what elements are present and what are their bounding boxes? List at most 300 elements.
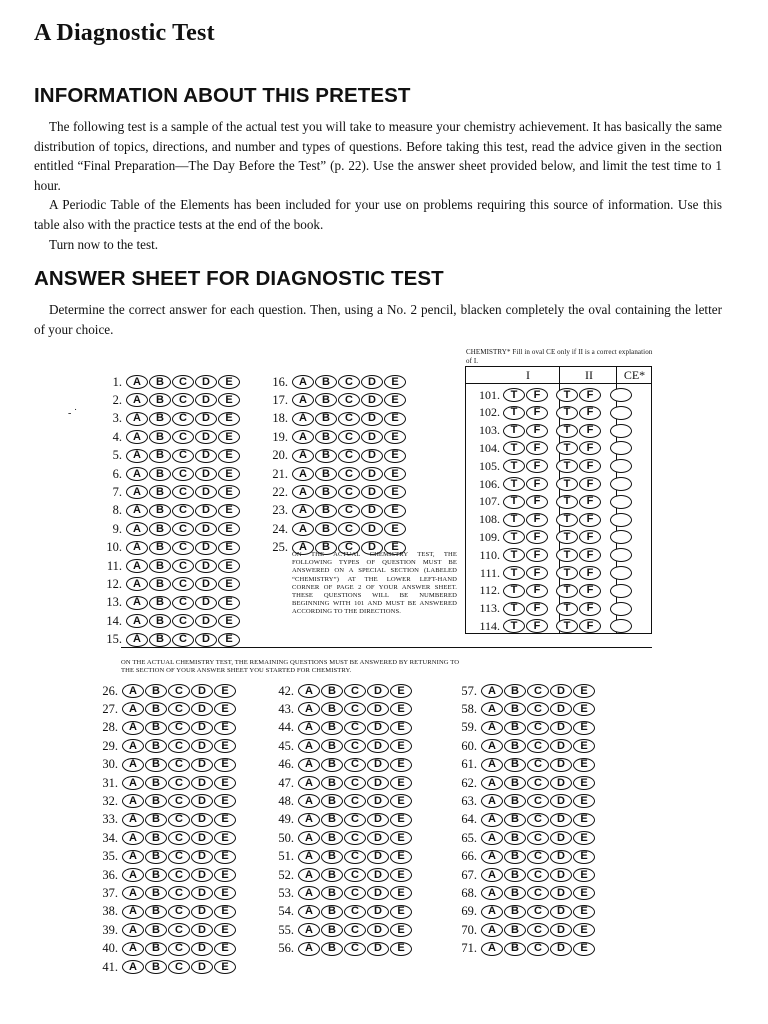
answer-bubble-c[interactable]: C [338,522,360,536]
answer-bubble-c[interactable]: C [172,596,194,610]
answer-bubble-b[interactable]: B [145,758,167,772]
answer-bubble-d[interactable]: D [367,868,389,882]
answer-bubble-c[interactable]: C [527,721,549,735]
answer-bubble-d[interactable]: D [361,541,383,555]
answer-bubble-b[interactable]: B [145,942,167,956]
answer-bubble-e[interactable]: E [573,794,595,808]
answer-bubble-b[interactable]: B [321,739,343,753]
tf-bubble-i-t[interactable]: T [503,459,525,473]
tf-bubble-i-t[interactable]: T [503,619,525,633]
answer-bubble-e[interactable]: E [573,905,595,919]
answer-bubble-a[interactable]: A [298,831,320,845]
answer-bubble-a[interactable]: A [298,702,320,716]
answer-bubble-a[interactable]: A [126,633,148,647]
answer-bubble-a[interactable]: A [126,467,148,481]
answer-bubble-a[interactable]: A [126,541,148,555]
tf-bubble-i-f[interactable]: F [526,406,548,420]
answer-bubble-a[interactable]: A [126,412,148,426]
answer-bubble-d[interactable]: D [191,905,213,919]
answer-bubble-a[interactable]: A [298,739,320,753]
answer-bubble-e[interactable]: E [214,831,236,845]
tf-bubble-ii-f[interactable]: F [579,477,601,491]
answer-bubble-c[interactable]: C [344,739,366,753]
answer-bubble-c[interactable]: C [172,614,194,628]
answer-bubble-e[interactable]: E [218,596,240,610]
tf-bubble-i-f[interactable]: F [526,513,548,527]
answer-bubble-b[interactable]: B [321,886,343,900]
tf-bubble-i-t[interactable]: T [503,406,525,420]
tf-bubble-ii-t[interactable]: T [556,530,578,544]
answer-bubble-b[interactable]: B [321,868,343,882]
answer-bubble-a[interactable]: A [292,430,314,444]
answer-bubble-b[interactable]: B [149,485,171,499]
answer-bubble-e[interactable]: E [214,758,236,772]
answer-bubble-e[interactable]: E [218,393,240,407]
answer-bubble-b[interactable]: B [149,504,171,518]
answer-bubble-b[interactable]: B [315,485,337,499]
answer-bubble-a[interactable]: A [292,449,314,463]
answer-bubble-b[interactable]: B [504,702,526,716]
answer-bubble-e[interactable]: E [214,794,236,808]
answer-bubble-c[interactable]: C [168,886,190,900]
ce-bubble[interactable] [610,548,632,562]
answer-bubble-e[interactable]: E [214,923,236,937]
answer-bubble-c[interactable]: C [344,923,366,937]
answer-bubble-d[interactable]: D [361,504,383,518]
answer-bubble-e[interactable]: E [573,758,595,772]
answer-bubble-d[interactable]: D [367,831,389,845]
tf-bubble-ii-f[interactable]: F [579,441,601,455]
tf-bubble-i-f[interactable]: F [526,602,548,616]
answer-bubble-a[interactable]: A [126,375,148,389]
answer-bubble-b[interactable]: B [504,905,526,919]
answer-bubble-e[interactable]: E [390,684,412,698]
answer-bubble-a[interactable]: A [122,739,144,753]
answer-bubble-c[interactable]: C [168,702,190,716]
tf-bubble-i-t[interactable]: T [503,584,525,598]
answer-bubble-e[interactable]: E [384,522,406,536]
answer-bubble-e[interactable]: E [384,393,406,407]
answer-bubble-c[interactable]: C [172,541,194,555]
answer-bubble-b[interactable]: B [145,813,167,827]
answer-bubble-b[interactable]: B [149,412,171,426]
tf-bubble-i-f[interactable]: F [526,477,548,491]
answer-bubble-d[interactable]: D [550,721,572,735]
answer-bubble-c[interactable]: C [527,739,549,753]
answer-bubble-b[interactable]: B [149,559,171,573]
tf-bubble-i-t[interactable]: T [503,602,525,616]
answer-bubble-b[interactable]: B [145,960,167,974]
answer-bubble-e[interactable]: E [573,850,595,864]
answer-bubble-a[interactable]: A [126,449,148,463]
tf-bubble-ii-f[interactable]: F [579,459,601,473]
answer-bubble-d[interactable]: D [367,942,389,956]
answer-bubble-a[interactable]: A [481,905,503,919]
answer-bubble-a[interactable]: A [292,393,314,407]
answer-bubble-a[interactable]: A [292,522,314,536]
answer-bubble-c[interactable]: C [527,813,549,827]
answer-bubble-b[interactable]: B [315,412,337,426]
tf-bubble-ii-f[interactable]: F [579,619,601,633]
answer-bubble-c[interactable]: C [344,905,366,919]
tf-bubble-ii-f[interactable]: F [579,495,601,509]
ce-bubble[interactable] [610,584,632,598]
answer-bubble-b[interactable]: B [149,614,171,628]
answer-bubble-d[interactable]: D [191,776,213,790]
answer-bubble-d[interactable]: D [550,850,572,864]
answer-bubble-a[interactable]: A [122,905,144,919]
answer-bubble-a[interactable]: A [126,614,148,628]
answer-bubble-c[interactable]: C [168,813,190,827]
answer-bubble-a[interactable]: A [292,467,314,481]
answer-bubble-c[interactable]: C [344,721,366,735]
answer-bubble-c[interactable]: C [172,485,194,499]
answer-bubble-b[interactable]: B [315,522,337,536]
answer-bubble-d[interactable]: D [191,886,213,900]
answer-bubble-d[interactable]: D [367,923,389,937]
answer-bubble-a[interactable]: A [122,850,144,864]
tf-bubble-i-t[interactable]: T [503,441,525,455]
ce-bubble[interactable] [610,459,632,473]
answer-bubble-b[interactable]: B [149,375,171,389]
answer-bubble-e[interactable]: E [214,721,236,735]
answer-bubble-c[interactable]: C [168,776,190,790]
answer-bubble-c[interactable]: C [172,559,194,573]
answer-bubble-a[interactable]: A [481,758,503,772]
ce-bubble[interactable] [610,530,632,544]
answer-bubble-b[interactable]: B [321,794,343,808]
answer-bubble-d[interactable]: D [191,739,213,753]
answer-bubble-d[interactable]: D [367,702,389,716]
answer-bubble-b[interactable]: B [321,813,343,827]
answer-bubble-b[interactable]: B [315,467,337,481]
answer-bubble-e[interactable]: E [218,541,240,555]
answer-bubble-d[interactable]: D [195,614,217,628]
answer-bubble-a[interactable]: A [122,831,144,845]
answer-bubble-c[interactable]: C [338,504,360,518]
tf-bubble-ii-t[interactable]: T [556,441,578,455]
answer-bubble-a[interactable]: A [481,776,503,790]
answer-bubble-a[interactable]: A [481,684,503,698]
answer-bubble-d[interactable]: D [191,813,213,827]
answer-bubble-c[interactable]: C [172,522,194,536]
answer-bubble-d[interactable]: D [550,923,572,937]
answer-bubble-c[interactable]: C [168,923,190,937]
answer-bubble-a[interactable]: A [298,721,320,735]
answer-bubble-d[interactable]: D [367,776,389,790]
answer-bubble-c[interactable]: C [344,684,366,698]
answer-bubble-e[interactable]: E [390,739,412,753]
answer-bubble-b[interactable]: B [504,758,526,772]
tf-bubble-ii-f[interactable]: F [579,406,601,420]
answer-bubble-d[interactable]: D [550,942,572,956]
answer-bubble-d[interactable]: D [195,375,217,389]
answer-bubble-a[interactable]: A [122,684,144,698]
answer-bubble-b[interactable]: B [149,467,171,481]
answer-bubble-b[interactable]: B [504,886,526,900]
answer-bubble-b[interactable]: B [315,449,337,463]
answer-bubble-b[interactable]: B [321,776,343,790]
answer-bubble-d[interactable]: D [361,412,383,426]
answer-bubble-d[interactable]: D [550,868,572,882]
answer-bubble-a[interactable]: A [298,850,320,864]
answer-bubble-e[interactable]: E [214,886,236,900]
answer-bubble-e[interactable]: E [218,412,240,426]
tf-bubble-ii-f[interactable]: F [579,530,601,544]
answer-bubble-b[interactable]: B [321,684,343,698]
tf-bubble-ii-f[interactable]: F [579,602,601,616]
answer-bubble-a[interactable]: A [481,942,503,956]
answer-bubble-c[interactable]: C [168,684,190,698]
answer-bubble-c[interactable]: C [338,375,360,389]
ce-bubble[interactable] [610,566,632,580]
answer-bubble-c[interactable]: C [344,831,366,845]
answer-bubble-b[interactable]: B [321,942,343,956]
answer-bubble-a[interactable]: A [481,702,503,716]
answer-bubble-b[interactable]: B [145,868,167,882]
answer-bubble-b[interactable]: B [504,739,526,753]
tf-bubble-i-t[interactable]: T [503,566,525,580]
answer-bubble-c[interactable]: C [338,412,360,426]
answer-bubble-a[interactable]: A [122,758,144,772]
answer-bubble-d[interactable]: D [367,794,389,808]
answer-bubble-d[interactable]: D [550,702,572,716]
tf-bubble-i-f[interactable]: F [526,619,548,633]
answer-bubble-b[interactable]: B [504,813,526,827]
answer-bubble-d[interactable]: D [367,905,389,919]
answer-bubble-a[interactable]: A [292,485,314,499]
answer-bubble-d[interactable]: D [550,831,572,845]
tf-bubble-i-t[interactable]: T [503,388,525,402]
answer-bubble-e[interactable]: E [573,721,595,735]
answer-bubble-c[interactable]: C [344,813,366,827]
answer-bubble-b[interactable]: B [504,850,526,864]
answer-bubble-c[interactable]: C [338,467,360,481]
tf-bubble-ii-f[interactable]: F [579,584,601,598]
answer-bubble-e[interactable]: E [218,375,240,389]
answer-bubble-e[interactable]: E [390,813,412,827]
answer-bubble-e[interactable]: E [390,794,412,808]
answer-bubble-c[interactable]: C [527,794,549,808]
ce-bubble[interactable] [610,406,632,420]
ce-bubble[interactable] [610,602,632,616]
answer-bubble-c[interactable]: C [344,702,366,716]
answer-bubble-e[interactable]: E [384,504,406,518]
answer-bubble-d[interactable]: D [191,721,213,735]
answer-bubble-b[interactable]: B [145,739,167,753]
answer-bubble-d[interactable]: D [191,831,213,845]
answer-bubble-b[interactable]: B [315,430,337,444]
answer-bubble-a[interactable]: A [122,942,144,956]
ce-bubble[interactable] [610,424,632,438]
answer-bubble-e[interactable]: E [573,942,595,956]
answer-bubble-d[interactable]: D [361,522,383,536]
answer-bubble-d[interactable]: D [550,794,572,808]
answer-bubble-d[interactable]: D [550,905,572,919]
answer-bubble-a[interactable]: A [298,942,320,956]
answer-bubble-d[interactable]: D [361,393,383,407]
answer-bubble-b[interactable]: B [149,522,171,536]
answer-bubble-e[interactable]: E [390,923,412,937]
answer-bubble-c[interactable]: C [527,776,549,790]
tf-bubble-ii-t[interactable]: T [556,424,578,438]
answer-bubble-b[interactable]: B [145,684,167,698]
answer-bubble-c[interactable]: C [172,412,194,426]
answer-bubble-a[interactable]: A [481,721,503,735]
tf-bubble-ii-f[interactable]: F [579,388,601,402]
answer-bubble-d[interactable]: D [367,684,389,698]
answer-bubble-b[interactable]: B [149,577,171,591]
tf-bubble-ii-f[interactable]: F [579,513,601,527]
answer-bubble-c[interactable]: C [172,504,194,518]
answer-bubble-c[interactable]: C [527,923,549,937]
answer-bubble-a[interactable]: A [122,960,144,974]
answer-bubble-b[interactable]: B [145,886,167,900]
answer-bubble-d[interactable]: D [367,721,389,735]
answer-bubble-d[interactable]: D [195,430,217,444]
answer-bubble-c[interactable]: C [338,485,360,499]
answer-bubble-d[interactable]: D [191,960,213,974]
answer-bubble-e[interactable]: E [573,776,595,790]
answer-bubble-e[interactable]: E [218,485,240,499]
answer-bubble-b[interactable]: B [149,430,171,444]
answer-bubble-e[interactable]: E [390,886,412,900]
tf-bubble-i-t[interactable]: T [503,495,525,509]
answer-bubble-c[interactable]: C [344,794,366,808]
answer-bubble-a[interactable]: A [122,923,144,937]
answer-bubble-c[interactable]: C [527,758,549,772]
answer-bubble-c[interactable]: C [527,850,549,864]
answer-bubble-c[interactable]: C [344,868,366,882]
tf-bubble-ii-t[interactable]: T [556,459,578,473]
answer-bubble-e[interactable]: E [214,905,236,919]
answer-bubble-b[interactable]: B [504,942,526,956]
tf-bubble-ii-t[interactable]: T [556,388,578,402]
answer-bubble-c[interactable]: C [344,850,366,864]
tf-bubble-ii-t[interactable]: T [556,513,578,527]
tf-bubble-ii-t[interactable]: T [556,548,578,562]
answer-bubble-e[interactable]: E [390,776,412,790]
answer-bubble-e[interactable]: E [384,449,406,463]
answer-bubble-b[interactable]: B [504,868,526,882]
answer-bubble-e[interactable]: E [390,850,412,864]
answer-bubble-c[interactable]: C [168,942,190,956]
answer-bubble-b[interactable]: B [321,831,343,845]
answer-bubble-a[interactable]: A [122,868,144,882]
tf-bubble-i-f[interactable]: F [526,584,548,598]
answer-bubble-a[interactable]: A [298,758,320,772]
answer-bubble-d[interactable]: D [550,758,572,772]
answer-bubble-a[interactable]: A [292,504,314,518]
answer-bubble-d[interactable]: D [550,684,572,698]
answer-bubble-d[interactable]: D [361,467,383,481]
answer-bubble-d[interactable]: D [361,430,383,444]
answer-bubble-d[interactable]: D [361,485,383,499]
answer-bubble-a[interactable]: A [292,541,314,555]
answer-bubble-e[interactable]: E [573,739,595,753]
answer-bubble-c[interactable]: C [527,905,549,919]
answer-bubble-c[interactable]: C [168,868,190,882]
answer-bubble-c[interactable]: C [527,702,549,716]
tf-bubble-ii-t[interactable]: T [556,495,578,509]
answer-bubble-d[interactable]: D [367,850,389,864]
tf-bubble-i-f[interactable]: F [526,441,548,455]
answer-bubble-e[interactable]: E [218,577,240,591]
answer-bubble-e[interactable]: E [214,739,236,753]
ce-bubble[interactable] [610,441,632,455]
answer-bubble-a[interactable]: A [126,596,148,610]
answer-bubble-d[interactable]: D [191,702,213,716]
answer-bubble-c[interactable]: C [168,960,190,974]
answer-bubble-c[interactable]: C [344,776,366,790]
answer-bubble-d[interactable]: D [367,758,389,772]
tf-bubble-i-f[interactable]: F [526,459,548,473]
answer-bubble-c[interactable]: C [338,541,360,555]
answer-bubble-e[interactable]: E [573,831,595,845]
answer-bubble-d[interactable]: D [195,449,217,463]
answer-bubble-e[interactable]: E [214,684,236,698]
answer-bubble-e[interactable]: E [218,504,240,518]
answer-bubble-c[interactable]: C [168,758,190,772]
answer-bubble-a[interactable]: A [481,850,503,864]
answer-bubble-a[interactable]: A [122,794,144,808]
answer-bubble-d[interactable]: D [191,923,213,937]
answer-bubble-d[interactable]: D [550,886,572,900]
answer-bubble-d[interactable]: D [367,739,389,753]
tf-bubble-ii-t[interactable]: T [556,584,578,598]
answer-bubble-d[interactable]: D [195,393,217,407]
answer-bubble-c[interactable]: C [172,430,194,444]
answer-bubble-e[interactable]: E [390,721,412,735]
answer-bubble-b[interactable]: B [149,541,171,555]
answer-bubble-e[interactable]: E [214,942,236,956]
answer-bubble-b[interactable]: B [315,393,337,407]
answer-bubble-b[interactable]: B [321,923,343,937]
answer-bubble-a[interactable]: A [122,721,144,735]
answer-bubble-c[interactable]: C [527,886,549,900]
answer-bubble-c[interactable]: C [338,449,360,463]
answer-bubble-a[interactable]: A [298,776,320,790]
answer-bubble-e[interactable]: E [218,522,240,536]
answer-bubble-b[interactable]: B [315,375,337,389]
answer-bubble-d[interactable]: D [191,942,213,956]
tf-bubble-ii-f[interactable]: F [579,424,601,438]
answer-bubble-b[interactable]: B [321,702,343,716]
tf-bubble-i-f[interactable]: F [526,388,548,402]
answer-bubble-a[interactable]: A [298,684,320,698]
answer-bubble-b[interactable]: B [145,923,167,937]
answer-bubble-b[interactable]: B [145,721,167,735]
answer-bubble-d[interactable]: D [367,886,389,900]
answer-bubble-a[interactable]: A [481,923,503,937]
answer-bubble-b[interactable]: B [504,684,526,698]
answer-bubble-d[interactable]: D [550,776,572,790]
answer-bubble-c[interactable]: C [168,721,190,735]
answer-bubble-d[interactable]: D [361,375,383,389]
answer-bubble-d[interactable]: D [195,412,217,426]
answer-bubble-d[interactable]: D [195,633,217,647]
ce-bubble[interactable] [610,388,632,402]
answer-bubble-a[interactable]: A [122,813,144,827]
answer-bubble-e[interactable]: E [384,430,406,444]
answer-bubble-c[interactable]: C [168,794,190,808]
answer-bubble-d[interactable]: D [550,813,572,827]
tf-bubble-i-t[interactable]: T [503,477,525,491]
answer-bubble-e[interactable]: E [218,614,240,628]
answer-bubble-b[interactable]: B [315,541,337,555]
answer-bubble-c[interactable]: C [172,467,194,481]
answer-bubble-c[interactable]: C [172,449,194,463]
